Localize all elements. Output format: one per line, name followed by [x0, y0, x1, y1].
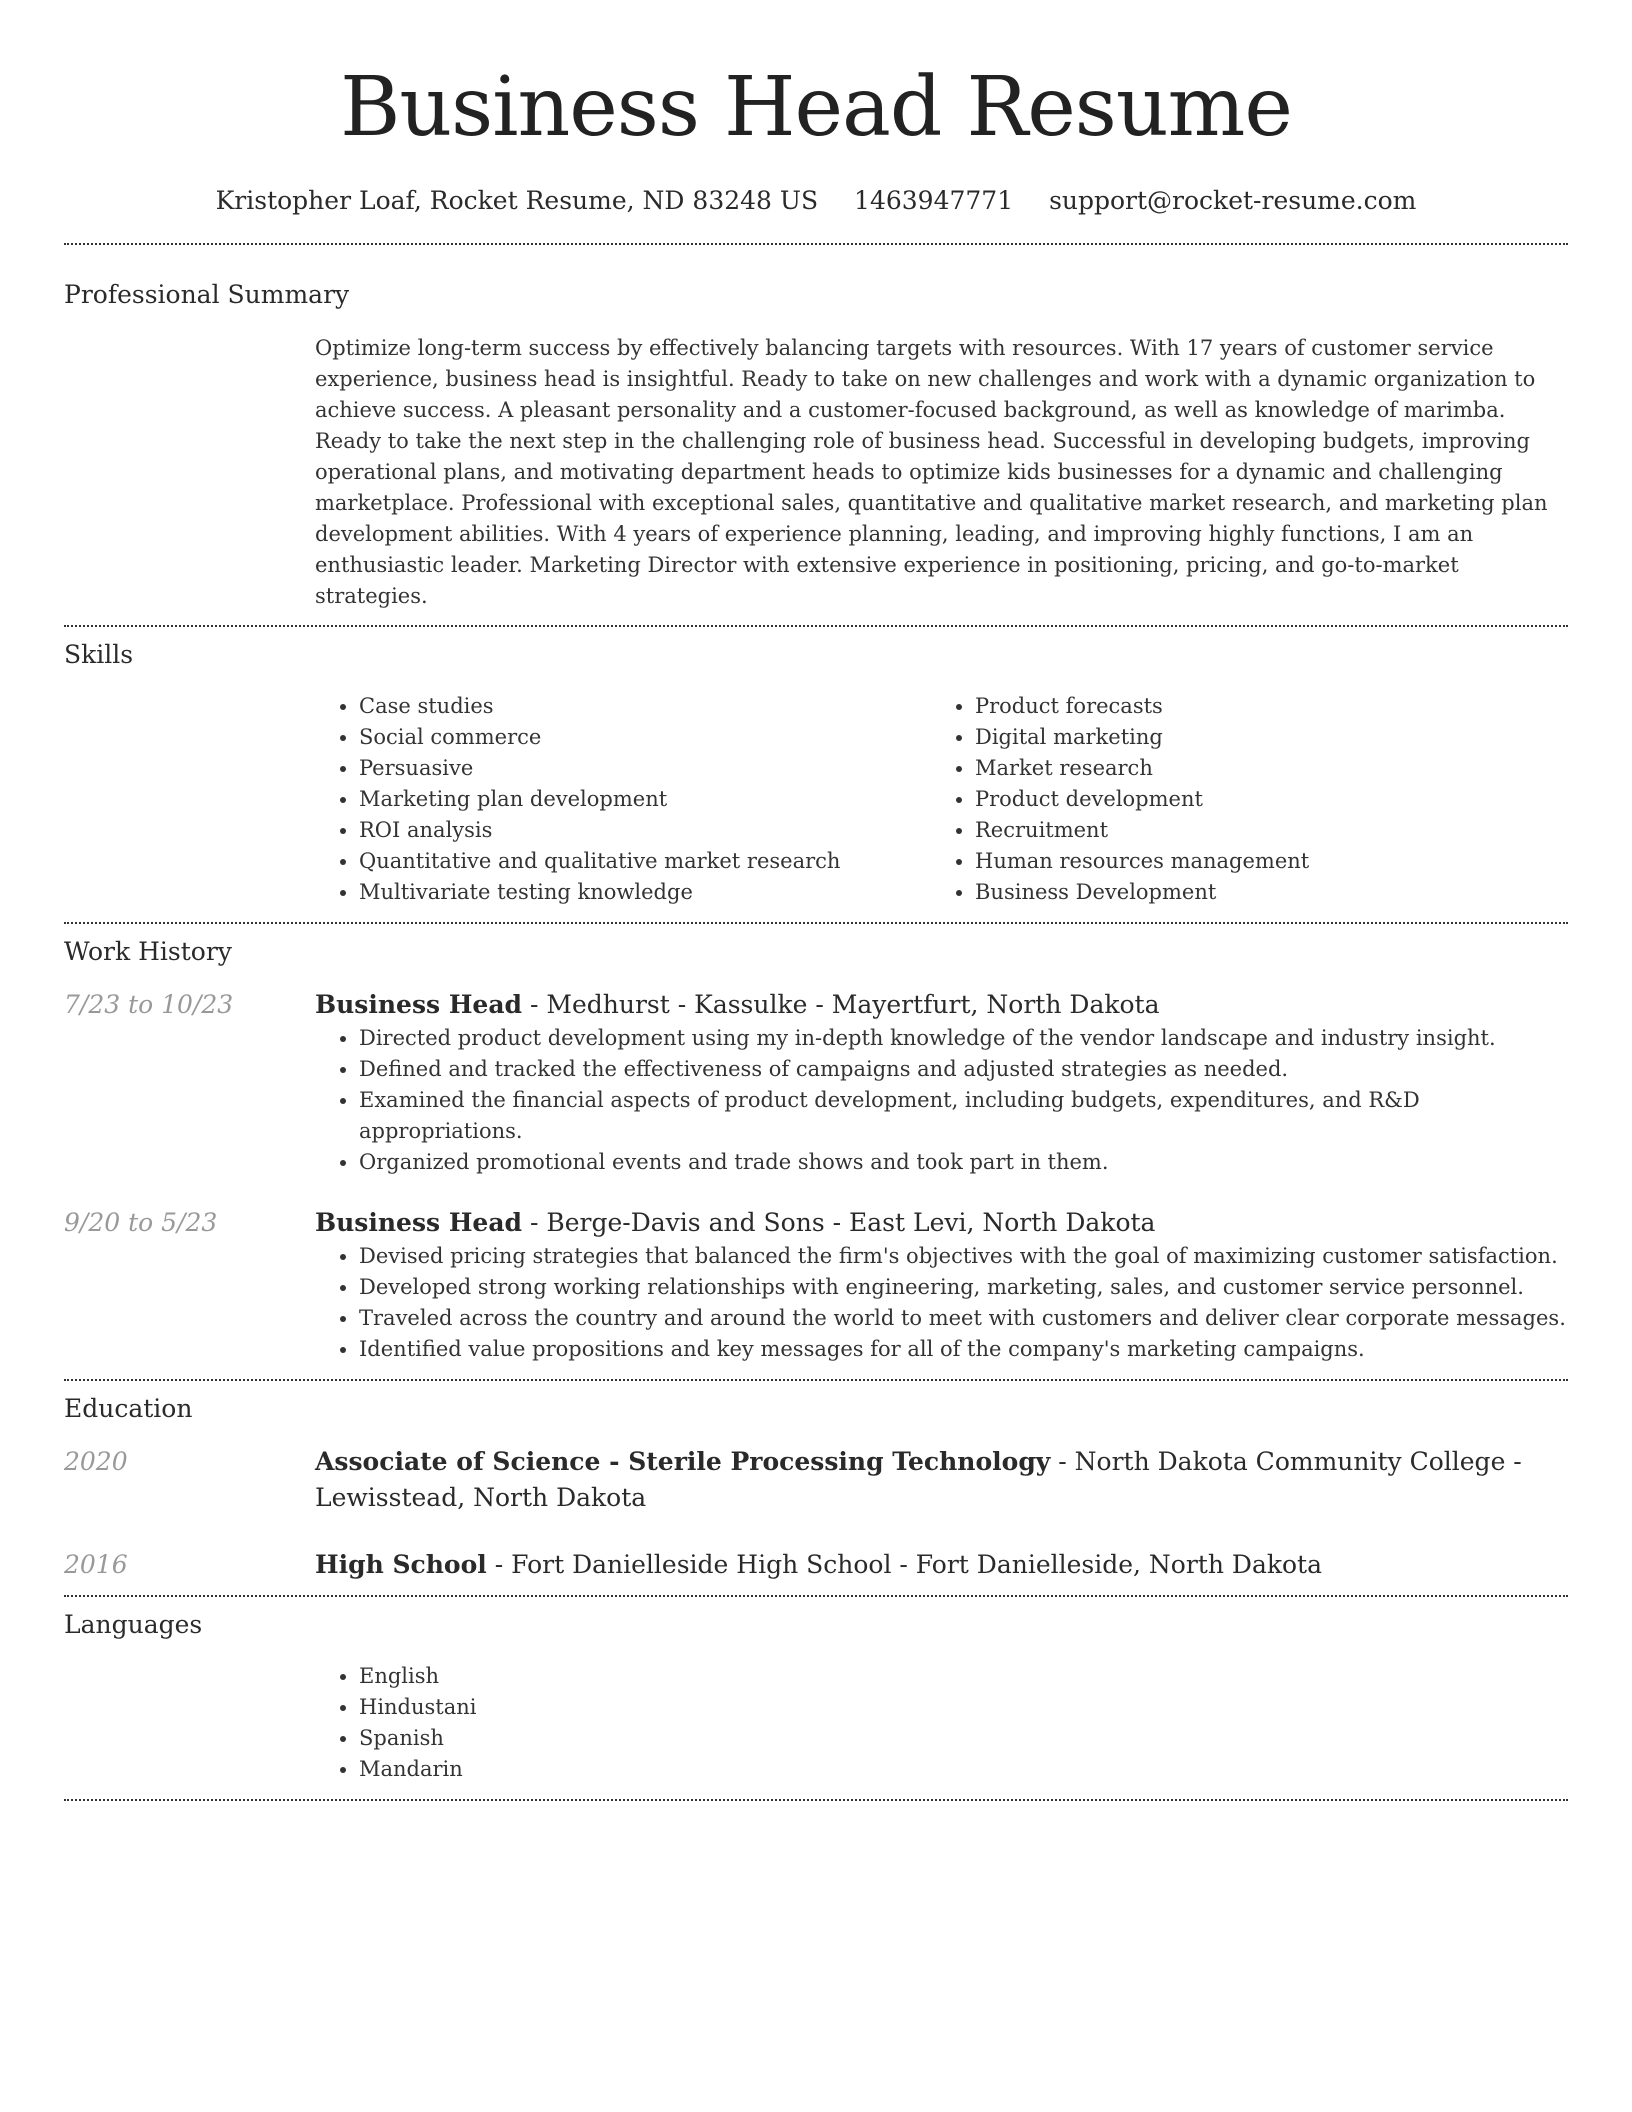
- education-year: 2016: [64, 1550, 128, 1579]
- language-item: • Mandarin: [359, 1754, 1568, 1785]
- job-role: Business Head: [315, 1208, 523, 1237]
- skills-section: [64, 627, 1568, 922]
- language-item: • Hindustani: [359, 1692, 1568, 1723]
- contact-email: support@rocket-resume.com: [1049, 186, 1417, 215]
- resume-title: Business Head Resume: [340, 60, 1292, 155]
- languages-heading: Languages: [64, 1610, 203, 1639]
- job-details: [315, 987, 1568, 1178]
- job-bullets: [315, 1023, 1568, 1178]
- skill-item: • Recruitment: [975, 815, 1568, 846]
- skill-item: • Persuasive: [359, 753, 931, 784]
- education-heading: Education: [64, 1394, 193, 1423]
- job-dates: 9/20 to 5/23: [64, 1208, 218, 1237]
- languages-section: [64, 1597, 1568, 1799]
- contact-phone: 1463947771: [854, 186, 1014, 215]
- education-entry: [64, 1547, 1568, 1583]
- skill-item: • Quantitative and qualitative market research: [359, 846, 931, 877]
- job-entry: [64, 1205, 1568, 1365]
- work-heading: Work History: [64, 937, 232, 966]
- job-title: [315, 987, 1568, 1023]
- contact-address: Kristopher Loaf, Rocket Resume, ND 83248 US: [215, 186, 819, 215]
- work-section: [64, 924, 1568, 1379]
- skill-item: • Product forecasts: [975, 691, 1568, 722]
- education-school: - Fort Danielleside High School - Fort Danielleside, North Dakota: [486, 1550, 1322, 1579]
- skill-item: • Market research: [975, 753, 1568, 784]
- education-title: [315, 1547, 1568, 1583]
- job-bullet: • Directed product development using my in-depth knowledge of the vendor landscape and industry insight.: [359, 1023, 1568, 1054]
- languages-list: [315, 1661, 1568, 1785]
- skill-item: • Case studies: [359, 691, 931, 722]
- education-school: - North Dakota Community College - Lewisstead, North Dakota: [315, 1447, 1522, 1512]
- education-degree: Associate of Science - Sterile Processing Technology: [315, 1447, 1051, 1476]
- job-dates: 7/23 to 10/23: [64, 990, 234, 1019]
- summary-section: [64, 245, 1568, 625]
- job-bullet: • Devised pricing strategies that balanced the firm's objectives with the goal of maximizing customer satisfaction.: [359, 1241, 1568, 1272]
- language-item: • Spanish: [359, 1723, 1568, 1754]
- job-bullet: • Organized promotional events and trade shows and took part in them.: [359, 1147, 1568, 1178]
- job-bullet: • Examined the financial aspects of product development, including budgets, expenditures, and R&D appropriations.: [359, 1085, 1568, 1147]
- job-title: [315, 1205, 1568, 1241]
- skill-item: • Social commerce: [359, 722, 931, 753]
- skills-list-right: [931, 691, 1568, 908]
- job-bullet: • Developed strong working relationships with engineering, marketing, sales, and customer service personnel.: [359, 1272, 1568, 1303]
- skills-list-left: [315, 691, 931, 908]
- job-bullet: • Traveled across the country and around the world to meet with customers and deliver clear corporate messages.: [359, 1303, 1568, 1334]
- job-bullets: [315, 1241, 1568, 1365]
- skill-item: • Business Development: [975, 877, 1568, 908]
- skill-item: • Multivariate testing knowledge: [359, 877, 931, 908]
- languages-content: [315, 1661, 1568, 1785]
- contact-line: [64, 184, 1568, 218]
- language-item: • English: [359, 1661, 1568, 1692]
- job-details: [315, 1205, 1568, 1365]
- education-entry: [64, 1444, 1568, 1516]
- job-role: Business Head: [315, 990, 523, 1019]
- job-employer: - Berge-Davis and Sons - East Levi, North Dakota: [522, 1208, 1156, 1237]
- skill-item: • Marketing plan development: [359, 784, 931, 815]
- skill-item: • Product development: [975, 784, 1568, 815]
- skills-content: [315, 691, 1568, 908]
- skill-item: • Digital marketing: [975, 722, 1568, 753]
- education-section: [64, 1381, 1568, 1595]
- skill-item: • ROI analysis: [359, 815, 931, 846]
- skill-item: • Human resources management: [975, 846, 1568, 877]
- section-divider: [64, 1799, 1568, 1801]
- skills-heading: Skills: [64, 640, 134, 669]
- summary-heading: Professional Summary: [64, 280, 350, 309]
- job-bullet: • Identified value propositions and key messages for all of the company's marketing campaigns.: [359, 1334, 1568, 1365]
- education-year: 2020: [64, 1447, 128, 1476]
- education-degree: High School: [315, 1550, 487, 1579]
- summary-text: Optimize long-term success by effectively balancing targets with resources. With 17 years of customer service experience, business head is insightful. Ready to take on new challenges and work with a dynamic organization to achieve success. A pleasant personality and a customer-focused background, as well as knowledge of marimba. Ready to take the next step in the challenging role of business head. Successful in developing budgets, improving operational plans, and motivating department heads to optimize kids businesses for a dynamic and challenging marketplace. Professional with exceptional sales, quantitative and qualitative market research, and marketing plan development abilities. With 4 years of experience planning, leading, and improving highly functions, I am an enthusiastic leader. Marketing Director with extensive experience in positioning, pricing, and go-to-market strategies.: [315, 336, 1548, 608]
- job-entry: [64, 987, 1568, 1178]
- education-title: [315, 1444, 1568, 1516]
- job-employer: - Medhurst - Kassulke - Mayertfurt, North Dakota: [522, 990, 1160, 1019]
- summary-content: [315, 333, 1568, 612]
- job-bullet: • Defined and tracked the effectiveness of campaigns and adjusted strategies as needed.: [359, 1054, 1568, 1085]
